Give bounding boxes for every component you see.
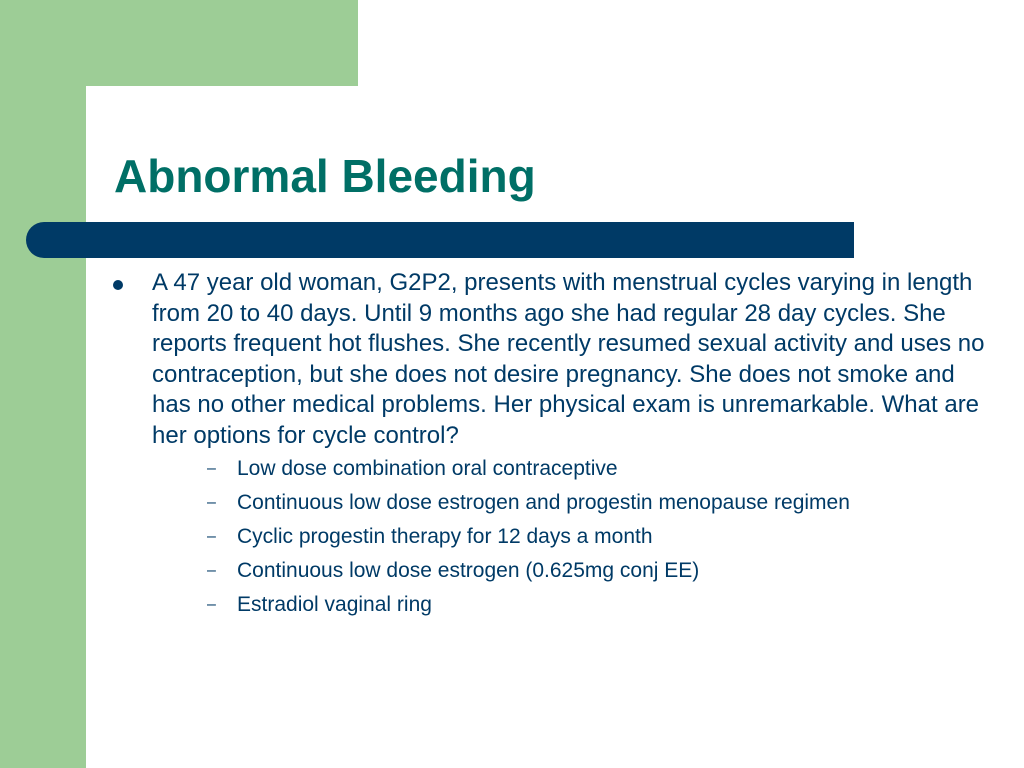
- dash-marker-icon: –: [207, 562, 216, 579]
- slide-body: [112, 268, 992, 625]
- list-item: [207, 523, 992, 557]
- option-text: Continuous low dose estrogen and progestin menopause regimen: [237, 491, 850, 514]
- dash-marker-icon: –: [207, 460, 216, 477]
- options-list: [152, 455, 992, 625]
- green-top-band: [0, 0, 358, 86]
- list-item: [207, 455, 992, 489]
- bullet-dot-icon: [113, 280, 123, 290]
- main-bullet: [112, 268, 992, 625]
- list-item: [207, 557, 992, 591]
- option-text: Estradiol vaginal ring: [237, 593, 432, 616]
- slide-title: Abnormal Bleeding: [114, 150, 536, 202]
- list-item: [207, 489, 992, 523]
- dash-marker-icon: –: [207, 494, 216, 511]
- option-text: Continuous low dose estrogen (0.625mg conj EE): [237, 559, 700, 582]
- option-text: Cyclic progestin therapy for 12 days a month: [237, 525, 653, 548]
- option-text: Low dose combination oral contraceptive: [237, 457, 618, 480]
- list-item: [207, 591, 992, 625]
- main-bullet-text: A 47 year old woman, G2P2, presents with menstrual cycles varying in length from 20 to 40 days. Until 9 months ago she had regular 28 day cycles. She reports frequent hot flushes. She recently resumed sexual activity and uses no contraception, but she does not desire pregnancy. She does not smoke and has no other medical problems. Her physical exam is unremarkable. What are her options for cycle control?: [152, 269, 985, 449]
- title-underline-bar: [26, 222, 854, 258]
- green-side-band: [0, 0, 86, 768]
- dash-marker-icon: –: [207, 596, 216, 613]
- dash-marker-icon: –: [207, 528, 216, 545]
